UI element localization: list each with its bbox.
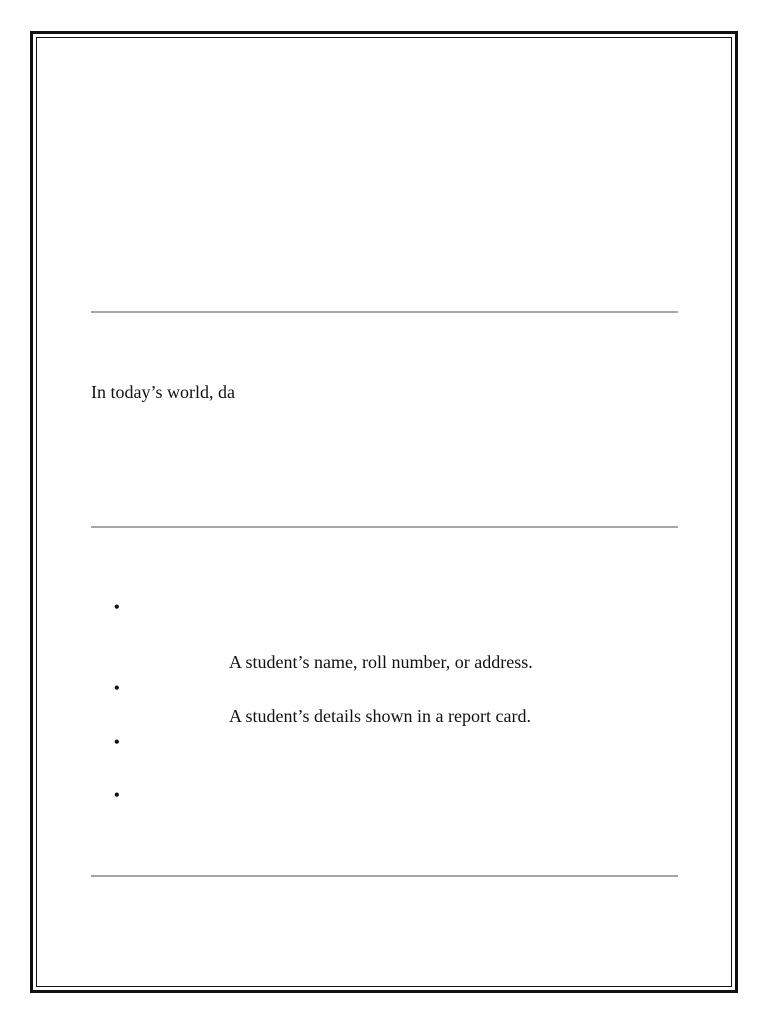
bullet-marker: • — [114, 680, 120, 697]
example-text-report-card: A student’s details shown in a report card. — [229, 706, 531, 726]
horizontal-rule-top — [91, 311, 678, 313]
horizontal-rule-bottom — [91, 875, 678, 877]
bullet-marker: • — [114, 787, 120, 804]
example-text-student-name: A student’s name, roll number, or address. — [229, 652, 533, 672]
page-border-inner — [36, 37, 732, 987]
horizontal-rule-middle — [91, 526, 678, 528]
bullet-marker: • — [114, 599, 120, 616]
bullet-marker: • — [114, 734, 120, 751]
intro-paragraph: In today’s world, da — [91, 382, 235, 402]
